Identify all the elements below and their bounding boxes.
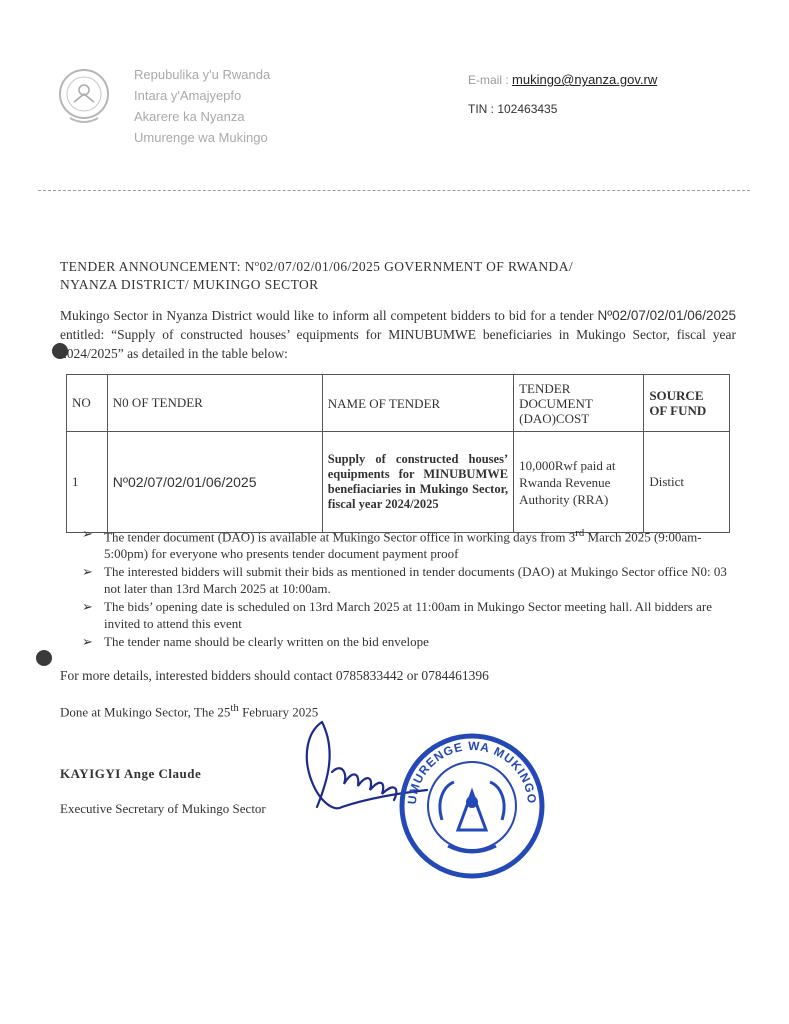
list-item-text: The bids’ opening date is scheduled on 13rd March 2025 at 11:00am in Mukingo Sector meeting hall. All bidders are invited to attend this event [104,599,712,632]
signer-name: KAYIGYI Ange Claude [60,766,202,781]
stamp-text: UMURENGE WA MUKINGO [404,738,540,805]
col-header-ref: N0 OF TENDER [107,375,322,432]
letterhead-line: Akarere ka Nyanza [134,109,245,124]
conditions-list [82,525,737,651]
list-item-text: The tender name should be clearly written on the bid envelope [104,634,429,650]
tin-number: TIN : 102463435 [468,102,558,116]
letterhead-line: Umurenge wa Mukingo [134,130,268,145]
done-text: February 2025 [238,704,319,720]
done-superscript: th [230,702,239,714]
arrow-bullet-icon: ➢ [82,599,93,615]
intro-tender-ref: Nº02/07/02/01/06/2025 [597,308,736,323]
list-item-superscript: rd [575,527,585,539]
email-label: E-mail : [468,73,509,87]
intro-paragraph [60,306,736,363]
list-item [82,563,737,597]
list-item-text: The interested bidders will submit their bids as mentioned in tender documents (DAO) at Mukingo Sector office N0: 03 not later than 13rd March 2025 at 10:00am. [104,564,727,597]
col-header-source: SOURCE OF FUND [644,375,730,432]
arrow-bullet-icon: ➢ [82,634,93,650]
done-text: Done at Mukingo Sector, The 25 [60,704,231,720]
cell-source: Distict [644,432,730,533]
contact-block [468,72,657,132]
arrow-bullet-icon: ➢ [82,564,93,580]
contact-details: For more details, interested bidders should contact 0785833442 or 0784461396 [60,668,489,683]
rwanda-emblem-icon [52,64,116,130]
letterhead-line: Intara y'Amajyepfo [134,88,242,103]
announcement-heading [60,258,740,294]
email-address: mukingo@nyanza.gov.rw [512,72,658,87]
list-item-text: March 2025 (9:00am-5:00pm) for everyone who presents tender document payment proof [104,529,702,562]
arrow-bullet-icon: ➢ [82,526,93,541]
tender-table [66,374,730,533]
list-item [82,633,737,650]
letterhead [134,64,270,148]
list-item-text: The tender document (DAO) is available at Mukingo Sector office in working days from 3 [104,529,576,545]
list-item [82,525,737,562]
signer-title: Executive Secretary of Mukingo Sector [60,801,266,816]
col-header-name: NAME OF TENDER [322,375,513,432]
col-header-no: NO [67,375,108,432]
intro-text: entitled: “Supply of constructed houses’ equipments for MINUBUMWE beneficiaries in Mukingo Sector, fiscal year 2024/2025” as detailed in the table below: [60,327,736,361]
punch-hole-mark [36,650,52,666]
done-at-line [60,702,318,720]
official-stamp [396,730,548,882]
cell-name: Supply of constructed houses’ equipments for MINUBUMWE benefiaciaries in Mukingo Sector, fiscal year 2024/2025 [322,432,513,533]
table-row [67,432,730,533]
col-header-cost: TENDER DOCUMENT (DAO)COST [514,375,644,432]
cell-cost: 10,000Rwf paid at Rwanda Revenue Authority (RRA) [514,432,644,533]
intro-text: Mukingo Sector in Nyanza District would like to inform all competent bidders to bid for a tender [60,308,598,323]
cell-no: 1 [67,432,108,533]
header-divider [38,190,750,191]
cell-ref: Nº02/07/02/01/06/2025 [107,432,322,533]
heading-line: NYANZA DISTRICT/ MUKINGO SECTOR [60,277,319,292]
table-header-row [67,375,730,432]
list-item [82,598,737,632]
letterhead-line: Repubulika y'u Rwanda [134,67,271,82]
heading-line: TENDER ANNOUNCEMENT: Nº02/07/02/01/06/2025 GOVERNMENT OF RWANDA/ [60,259,573,274]
